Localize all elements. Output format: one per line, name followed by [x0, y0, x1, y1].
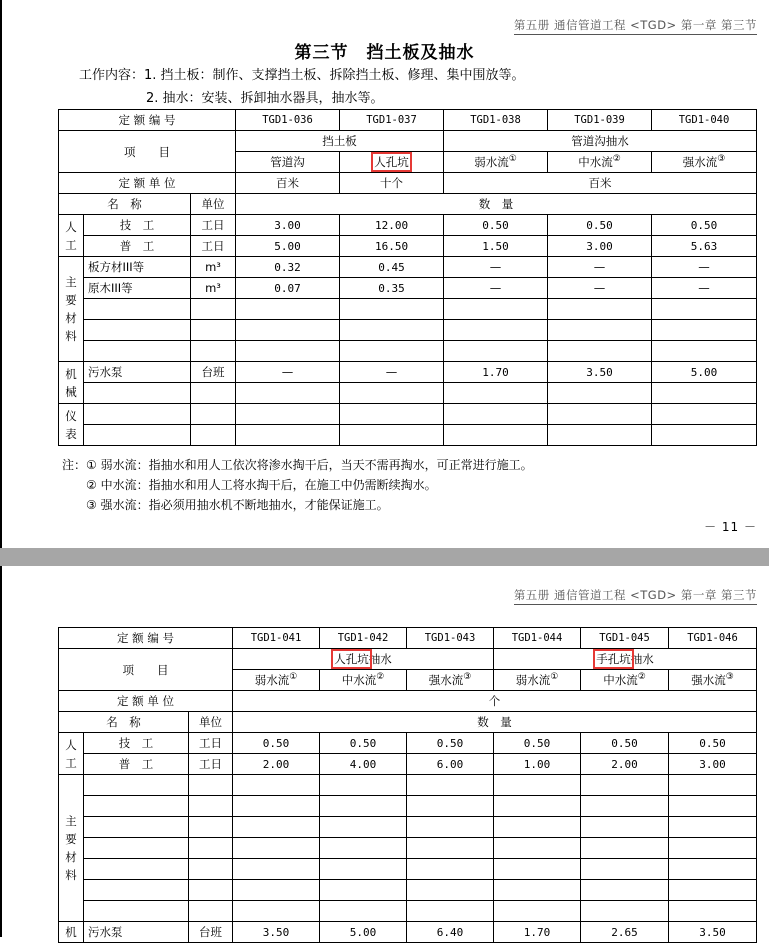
table-row — [59, 110, 757, 131]
table-row — [59, 257, 757, 278]
highlight-box: 手孔坑 — [596, 652, 631, 666]
table-row — [59, 796, 757, 817]
empty-cell — [581, 796, 669, 817]
empty-cell — [84, 299, 191, 320]
empty-cell — [444, 383, 548, 404]
sub-header: 中水流 — [578, 155, 613, 169]
empty-cell — [494, 859, 581, 880]
qty-value: 5.63 — [652, 236, 757, 257]
empty-cell — [84, 901, 189, 922]
qty-value: 1.70 — [494, 922, 581, 943]
quota-code: TGD1-040 — [652, 110, 757, 131]
table-row — [59, 754, 757, 775]
empty-cell — [189, 880, 233, 901]
qty-label: 数 量 — [236, 194, 757, 215]
empty-cell — [191, 425, 236, 446]
sub-header: 弱水流 — [474, 155, 509, 169]
qty-value: 3.00 — [236, 215, 340, 236]
table-row — [59, 880, 757, 901]
empty-cell — [233, 859, 320, 880]
qty-value: — — [652, 257, 757, 278]
note-marker: ② — [637, 672, 646, 683]
resource-unit: 工日 — [191, 236, 236, 257]
resource-name: 普 工 — [84, 236, 191, 257]
empty-cell — [494, 901, 581, 922]
sub-header: 管道沟 — [236, 152, 340, 173]
table-row — [59, 173, 757, 194]
sub-header-cell — [444, 152, 548, 173]
resource-name: 污水泵 — [84, 362, 191, 383]
qty-value: 0.50 — [233, 733, 320, 754]
highlight-box: 人孔坑 — [374, 155, 409, 169]
name-label: 名 称 — [59, 712, 189, 733]
empty-cell — [84, 404, 191, 425]
qty-value: 5.00 — [652, 362, 757, 383]
empty-cell — [581, 901, 669, 922]
empty-cell — [84, 320, 191, 341]
table-row — [59, 628, 757, 649]
note-marker: ② — [376, 672, 385, 683]
category-char: 材 — [65, 311, 77, 325]
empty-cell — [669, 838, 757, 859]
empty-cell — [191, 404, 236, 425]
page-left-border — [0, 0, 2, 548]
empty-cell — [84, 425, 191, 446]
group-header — [494, 649, 757, 670]
qty-value: — — [548, 257, 652, 278]
table-row — [59, 131, 757, 152]
work-content-line-2 — [79, 87, 384, 106]
qty-value: 0.50 — [494, 733, 581, 754]
empty-cell — [494, 817, 581, 838]
resource-unit: 工日 — [189, 754, 233, 775]
note-marker: ③ — [463, 672, 472, 683]
qty-value: 2.00 — [581, 754, 669, 775]
empty-cell — [191, 383, 236, 404]
empty-cell — [189, 817, 233, 838]
sub-header: 弱水流 — [254, 673, 290, 687]
quota-table-1 — [58, 109, 757, 446]
quota-code: TGD1-042 — [320, 628, 407, 649]
empty-cell — [407, 775, 494, 796]
qty-value: 3.00 — [669, 754, 757, 775]
qty-value: 6.40 — [407, 922, 494, 943]
empty-cell — [84, 383, 191, 404]
empty-cell — [191, 320, 236, 341]
quota-no-label: 定 额 编 号 — [59, 110, 236, 131]
work-content-line-1: 工作内容：1. 挡土板：制作、支撑挡土板、拆除挡土板、修理、集中围放等。 — [79, 68, 525, 83]
empty-cell — [340, 404, 444, 425]
qty-value: 0.50 — [652, 215, 757, 236]
note-marker: ① — [289, 672, 298, 683]
labor-category — [59, 733, 84, 775]
empty-cell — [233, 880, 320, 901]
resource-unit: 工日 — [189, 733, 233, 754]
group-header-rest: 抽水 — [368, 652, 392, 666]
name-label: 名 称 — [59, 194, 191, 215]
unit-value: 十个 — [340, 173, 444, 194]
table-row — [59, 341, 757, 362]
empty-cell — [444, 404, 548, 425]
table-row — [59, 691, 757, 712]
qty-value: 2.00 — [233, 754, 320, 775]
qty-value: 2.65 — [581, 922, 669, 943]
empty-cell — [84, 817, 189, 838]
table-row — [59, 278, 757, 299]
empty-cell — [581, 880, 669, 901]
note-marker: ① — [550, 672, 559, 683]
empty-cell — [340, 341, 444, 362]
footnote: 注：① 弱水流：指抽水和用人工依次将渗水掏干后，当天不需再掏水，可正常进行施工。 — [62, 458, 533, 472]
unit-col-label: 单位 — [191, 194, 236, 215]
empty-cell — [407, 838, 494, 859]
empty-cell — [548, 320, 652, 341]
empty-cell — [444, 341, 548, 362]
sub-header-cell — [652, 152, 757, 173]
empty-cell — [652, 425, 757, 446]
empty-cell — [340, 383, 444, 404]
empty-cell — [652, 341, 757, 362]
sub-header: 强水流 — [428, 673, 464, 687]
resource-unit: m³ — [191, 257, 236, 278]
sub-header-cell — [581, 670, 669, 691]
category-char: 要 — [65, 832, 77, 846]
qty-value: 5.00 — [320, 922, 407, 943]
group-header — [233, 649, 494, 670]
table-row — [59, 404, 757, 425]
empty-cell — [320, 901, 407, 922]
table-row — [59, 383, 757, 404]
table-row — [59, 649, 757, 670]
table-row — [59, 299, 757, 320]
category-char: 主 — [65, 814, 77, 828]
empty-cell — [669, 859, 757, 880]
qty-value: 0.50 — [581, 733, 669, 754]
footnote: ② 中水流：指抽水和用人工将水掏干后，在施工中仍需断续掏水。 — [86, 478, 437, 492]
sub-header: 强水流 — [691, 673, 726, 687]
qty-value: 3.50 — [669, 922, 757, 943]
empty-cell — [236, 320, 340, 341]
resource-name: 技 工 — [84, 733, 189, 754]
empty-cell — [189, 838, 233, 859]
table-row — [59, 425, 757, 446]
empty-cell — [233, 775, 320, 796]
qty-value: 1.50 — [444, 236, 548, 257]
empty-cell — [233, 901, 320, 922]
sub-header: 强水流 — [682, 155, 718, 169]
empty-cell — [236, 404, 340, 425]
table-row — [59, 320, 757, 341]
empty-cell — [494, 838, 581, 859]
category-char: 主 — [65, 275, 77, 289]
sub-header: 中水流 — [341, 673, 377, 687]
unit-value: 百米 — [236, 173, 340, 194]
empty-cell — [84, 838, 189, 859]
table-row — [59, 838, 757, 859]
empty-cell — [548, 425, 652, 446]
category-char: 仪 — [65, 408, 77, 423]
empty-cell — [581, 775, 669, 796]
empty-cell — [669, 880, 757, 901]
empty-cell — [669, 901, 757, 922]
category-char: 人 — [65, 219, 77, 234]
empty-cell — [444, 299, 548, 320]
category-char: 表 — [65, 426, 77, 441]
empty-cell — [236, 383, 340, 404]
table-row — [59, 922, 757, 943]
empty-cell — [407, 817, 494, 838]
table-row — [59, 817, 757, 838]
empty-cell — [320, 775, 407, 796]
machine-category: 机 — [59, 922, 84, 943]
unit-label: 定 额 单 位 — [59, 691, 233, 712]
empty-cell — [189, 901, 233, 922]
empty-cell — [407, 796, 494, 817]
table-row — [59, 901, 757, 922]
table-row — [59, 775, 757, 796]
empty-cell — [581, 859, 669, 880]
page-number: － 11 － — [704, 520, 757, 534]
sub-header-cell — [340, 152, 444, 173]
unit-col-label: 单位 — [189, 712, 233, 733]
empty-cell — [669, 796, 757, 817]
sub-header-cell — [407, 670, 494, 691]
quota-code: TGD1-043 — [407, 628, 494, 649]
sub-header: 中水流 — [603, 673, 638, 687]
note-marker: ③ — [725, 672, 734, 683]
running-header: 第五册 通信管道工程 <TGD> 第一章 第三节 — [514, 587, 757, 605]
qty-value: 3.00 — [548, 236, 652, 257]
category-char: 料 — [65, 329, 77, 343]
empty-cell — [320, 880, 407, 901]
empty-cell — [189, 796, 233, 817]
resource-name: 板方材III等 — [84, 257, 191, 278]
empty-cell — [340, 320, 444, 341]
empty-cell — [233, 796, 320, 817]
section-title: 第三节 挡土板及抽水 — [294, 43, 475, 63]
quota-code: TGD1-041 — [233, 628, 320, 649]
page-left-border — [0, 566, 2, 937]
empty-cell — [548, 341, 652, 362]
resource-unit: m³ — [191, 278, 236, 299]
empty-cell — [320, 796, 407, 817]
quota-code: TGD1-045 — [581, 628, 669, 649]
empty-cell — [407, 880, 494, 901]
quota-no-label: 定 额 编 号 — [59, 628, 233, 649]
resource-unit: 台班 — [189, 922, 233, 943]
resource-name: 污水泵 — [84, 922, 189, 943]
category-char: 械 — [65, 384, 77, 399]
unit-value: 百米 — [444, 173, 757, 194]
sub-header-cell — [233, 670, 320, 691]
empty-cell — [189, 859, 233, 880]
instrument-category — [59, 404, 84, 446]
empty-cell — [494, 880, 581, 901]
group-header-rest: 抽水 — [630, 652, 654, 666]
qty-value: 4.00 — [320, 754, 407, 775]
unit-value: 个 — [233, 691, 757, 712]
empty-cell — [191, 341, 236, 362]
category-char: 要 — [65, 293, 77, 307]
category-char: 料 — [65, 868, 77, 882]
category-char: 材 — [65, 850, 77, 864]
qty-value: 0.50 — [407, 733, 494, 754]
resource-name: 普 工 — [84, 754, 189, 775]
qty-value: — — [236, 362, 340, 383]
qty-value: 0.45 — [340, 257, 444, 278]
quota-code: TGD1-039 — [548, 110, 652, 131]
item-label: 项 目 — [59, 131, 236, 173]
qty-value: — — [652, 278, 757, 299]
qty-value: 0.07 — [236, 278, 340, 299]
note-marker: ② — [612, 154, 621, 165]
page-separator — [0, 548, 769, 566]
note-marker: ① — [508, 154, 517, 165]
category-char: 工 — [65, 755, 77, 770]
work-content-line-2-text: 2. 抽水：安装、拆卸抽水器具，抽水等。 — [146, 91, 384, 106]
footnotes — [62, 455, 533, 515]
qty-value: 0.50 — [320, 733, 407, 754]
quota-code: TGD1-036 — [236, 110, 340, 131]
footnote: ③ 强水流：指必须用抽水机不断地抽水，才能保证施工。 — [86, 498, 389, 512]
qty-value: 16.50 — [340, 236, 444, 257]
sub-header-cell — [548, 152, 652, 173]
empty-cell — [236, 299, 340, 320]
qty-value: 0.50 — [548, 215, 652, 236]
qty-value: 0.35 — [340, 278, 444, 299]
table-row — [59, 362, 757, 383]
empty-cell — [340, 425, 444, 446]
qty-value: 1.70 — [444, 362, 548, 383]
empty-cell — [669, 817, 757, 838]
qty-value: — — [444, 278, 548, 299]
qty-value: 6.00 — [407, 754, 494, 775]
resource-name: 技 工 — [84, 215, 191, 236]
machine-category — [59, 362, 84, 404]
empty-cell — [548, 299, 652, 320]
empty-cell — [669, 775, 757, 796]
material-category — [59, 775, 84, 922]
empty-cell — [320, 859, 407, 880]
category-char: 工 — [65, 237, 77, 252]
empty-cell — [652, 404, 757, 425]
empty-cell — [320, 817, 407, 838]
qty-value: 1.00 — [494, 754, 581, 775]
empty-cell — [444, 425, 548, 446]
quota-table-2 — [58, 627, 757, 943]
sub-header-cell — [494, 670, 581, 691]
quota-code: TGD1-044 — [494, 628, 581, 649]
sub-header: 弱水流 — [515, 673, 551, 687]
qty-value: 3.50 — [233, 922, 320, 943]
empty-cell — [189, 775, 233, 796]
qty-value: 0.50 — [669, 733, 757, 754]
empty-cell — [236, 341, 340, 362]
table-row — [59, 712, 757, 733]
empty-cell — [652, 320, 757, 341]
empty-cell — [548, 383, 652, 404]
empty-cell — [444, 320, 548, 341]
qty-value: — — [548, 278, 652, 299]
empty-cell — [340, 299, 444, 320]
note-marker: ③ — [717, 154, 726, 165]
empty-cell — [84, 880, 189, 901]
table-row — [59, 733, 757, 754]
qty-value: 5.00 — [236, 236, 340, 257]
empty-cell — [494, 796, 581, 817]
qty-label: 数 量 — [233, 712, 757, 733]
qty-value: — — [444, 257, 548, 278]
table-row — [59, 236, 757, 257]
qty-value: 0.32 — [236, 257, 340, 278]
empty-cell — [548, 404, 652, 425]
qty-value: — — [340, 362, 444, 383]
empty-cell — [320, 838, 407, 859]
qty-value: 3.50 — [548, 362, 652, 383]
table-row — [59, 194, 757, 215]
qty-value: 0.50 — [444, 215, 548, 236]
empty-cell — [652, 299, 757, 320]
empty-cell — [407, 859, 494, 880]
quota-code: TGD1-038 — [444, 110, 548, 131]
qty-value: 12.00 — [340, 215, 444, 236]
highlight-box: 人孔坑 — [334, 652, 369, 666]
sub-header-cell — [320, 670, 407, 691]
empty-cell — [233, 817, 320, 838]
empty-cell — [84, 796, 189, 817]
group-header: 挡土板 — [236, 131, 444, 152]
empty-cell — [191, 299, 236, 320]
category-char: 人 — [65, 737, 77, 752]
empty-cell — [407, 901, 494, 922]
resource-unit: 台班 — [191, 362, 236, 383]
labor-category — [59, 215, 84, 257]
running-header: 第五册 通信管道工程 <TGD> 第一章 第三节 — [514, 17, 757, 35]
empty-cell — [84, 775, 189, 796]
empty-cell — [233, 838, 320, 859]
empty-cell — [581, 838, 669, 859]
item-label: 项 目 — [59, 649, 233, 691]
unit-label: 定 额 单 位 — [59, 173, 236, 194]
empty-cell — [652, 383, 757, 404]
empty-cell — [494, 775, 581, 796]
group-header: 管道沟抽水 — [444, 131, 757, 152]
table-row — [59, 215, 757, 236]
empty-cell — [84, 859, 189, 880]
empty-cell — [84, 341, 191, 362]
resource-name: 原木III等 — [84, 278, 191, 299]
category-char: 机 — [65, 366, 77, 381]
material-category — [59, 257, 84, 362]
empty-cell — [581, 817, 669, 838]
sub-header-cell — [669, 670, 757, 691]
empty-cell — [236, 425, 340, 446]
quota-code: TGD1-046 — [669, 628, 757, 649]
quota-code: TGD1-037 — [340, 110, 444, 131]
table-row — [59, 859, 757, 880]
resource-unit: 工日 — [191, 215, 236, 236]
